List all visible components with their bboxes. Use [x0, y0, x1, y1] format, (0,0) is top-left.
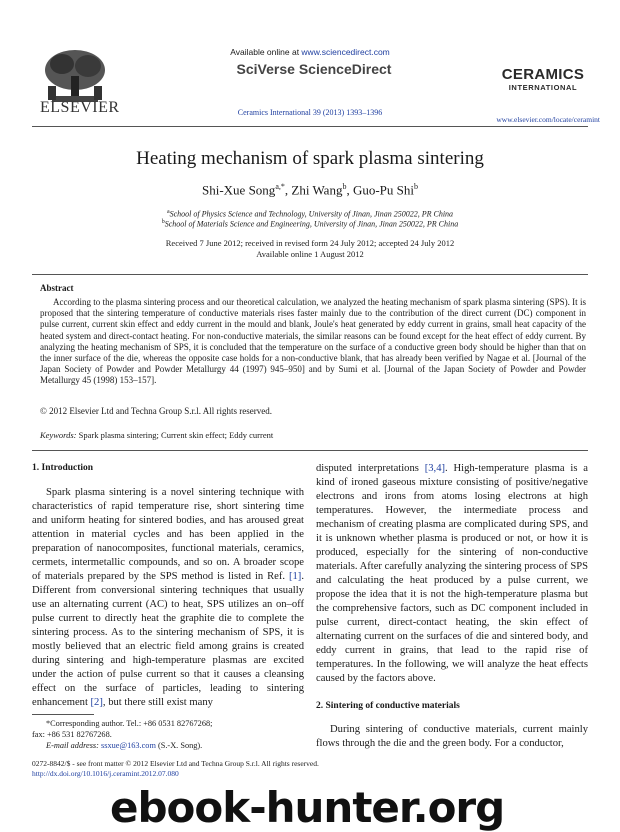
header-rule [32, 126, 588, 127]
available-prefix: Available online at [230, 47, 302, 57]
section-heading-conductive: 2. Sintering of conductive materials [316, 701, 460, 711]
publisher-logo-text: ELSEVIER [40, 99, 120, 116]
journal-reference[interactable]: Ceramics International 39 (2013) 1393–1396 [237, 108, 383, 117]
abstract-rule-top [32, 274, 588, 275]
brand-line2: INTERNATIONAL [508, 83, 578, 92]
abstract-rule-bottom [32, 450, 588, 451]
doi-link[interactable]: http://dx.doi.org/10.1016/j.ceramint.2012.07.080 [32, 769, 179, 778]
footnote-email-line [32, 740, 212, 751]
sciencedirect-link[interactable]: www.sciencedirect.com [301, 47, 390, 57]
footnote-line2: fax: +86 531 82767268. [32, 730, 112, 739]
issn-line: 0272-8842/$ - see front matter © 2012 Elsevier Ltd and Techna Group S.r.l. All rights reserved. [32, 759, 319, 768]
abstract-copyright: © 2012 Elsevier Ltd and Techna Group S.r.l. All rights reserved. [40, 406, 272, 416]
author-sup: b [342, 182, 347, 191]
affiliation-a [32, 209, 588, 219]
abstract-heading: Abstract [40, 283, 74, 293]
footnote [32, 718, 212, 751]
affil-mark: a [166, 209, 170, 215]
citation-link[interactable]: [2] [90, 697, 103, 708]
online-date: Available online 1 August 2012 [256, 249, 364, 259]
affil-mark: b [161, 219, 165, 225]
email-link[interactable]: ssxue@163.com [101, 741, 156, 750]
author-name: Shi-Xue Song [202, 182, 276, 198]
brand-line1: CERAMICS [501, 66, 585, 83]
author-list: Shi-Xue Song$^{a,*}$, Zhi Wang$^b$, Guo-Pu Shi$^b$ [202, 182, 418, 198]
left-column-text [32, 486, 304, 710]
received-dates: Received 7 June 2012; received in revised form 24 July 2012; accepted 24 July 2012 [165, 238, 455, 248]
keywords-text: Spark plasma sintering; Current skin effect; Eddy current [78, 430, 274, 440]
keywords [40, 430, 586, 440]
front-matter [32, 759, 319, 779]
email-label: E-mail address: [46, 741, 99, 750]
right-paragraph-2 [316, 723, 588, 751]
journal-brand [493, 66, 593, 92]
citation-link[interactable]: [3,4] [424, 463, 446, 474]
footnote-rule [32, 714, 94, 715]
section-heading-introduction: 1. Introduction [32, 463, 94, 473]
author-sup: b [414, 182, 418, 191]
journal-url-link[interactable]: www.elsevier.com/locate/ceramint [496, 115, 600, 124]
affil-text: School of Materials Science and Engineering, University of Jinan, Jinan 250022, PR China [164, 219, 459, 229]
sintering-paragraph: During sintering of conductive materials, current mainly flows through the die and the green body. For a conductor, [316, 724, 588, 749]
watermark-text: ebook-hunter.org [110, 783, 505, 832]
footnote-line1: *Corresponding author. Tel.: +86 0531 82767268; [46, 719, 213, 728]
abstract-text: According to the plasma sintering process and our theoretical calculation, we analyzed the heating mechanism of spark plasma sintering (SPS). It is proposed that the sintering temperature of conductive materials rises faster mainly due to the contribution of the direct current (DC) component in pulse current, current skin effect and eddy current in the mould and blank, Joule's heat generated by eddy current in grains, small heat capacity of the heated system and direct-contact heating. For non-conductive materials, the similar reasons can be found except for the heat effect of eddy current. By analyzing the heating mechanism of SPS, it is concluded that the temperature on the surface of a conductive green body should be higher than that on the inner surface of the die, whereas the opposite case holds for a non-conductive blank, that has already been verified by Nagae et al. [Journal of the Japan Society of Powder and Powder Metallurgy 44 (1997) 945–950] and by Sumi et al. [Journal of the Japan Society of Powder and Powder Metallurgy 45 (1998) 153–157]. [40, 297, 586, 386]
elsevier-tree-logo [42, 48, 108, 106]
author-name: Zhi Wang [291, 182, 343, 198]
article-title: Heating mechanism of spark plasma sintering [136, 148, 484, 169]
available-online [210, 47, 410, 57]
keywords-label: Keywords: [40, 430, 77, 440]
author-sup: a,* [275, 182, 285, 191]
right-column-text [316, 462, 588, 686]
citation-link[interactable]: [1] [288, 571, 302, 582]
affiliation-b [32, 219, 588, 229]
right-paragraph-1: disputed interpretations [3,4]. High-temperature plasma is a kind of ironed gaseous mixture consisting of positive/negative electrons and irons from atoms losing electrons at high temperatures. However, the intermediate process and mechanism of creating plasma are complicated during SPS, and it is unknown whether plasma is produced or not, or how it is produced, especially for the sintering of non-conductive materials. After carefully analyzing the sintering process of SPS and calculating the heat produced by a pulse current, we propose the idea that it is not the high-temperature plasma but the comprehensive factors, such as DC component included in pulse current, direct-contact heating, the skin effect of alternating current on the surfaces of die and sintered body, and eddy current in grains, that lead to the rapid rise of temperatures. In the following, we will analyze the heat effects caused by the factors above. [316, 463, 588, 684]
intro-paragraph: Spark plasma sintering is a novel sintering technique with characteristics of rapid temperature rise, short sintering time and uniform heating for sintered bodies, and has aroused great attention in material cycles and has been applied in the preparation of nanocomposites, functional materials, ceramics, cermets, intermetallic compounds, and so on. A broader scope of materials prepared by the SPS method is listed in Ref. [1]. Different from conversional sintering techniques that usually use an alternating current (AC) to heat, SPS utilizes an on–off pulse current to directly heat the graphite die to complete the sintering process. As to the sintering mechanism of SPS, it is mostly believed that an electric field among grains is created during sintering and high-temperature plasmas are excited under the action of pulse current so that it causes a cleansing effect on the surface of particles, leading to sintering enhancement [2], but there still exist many [32, 487, 304, 708]
author-name: Guo-Pu Shi [352, 182, 414, 198]
email-suffix: (S.-X. Song). [155, 741, 203, 750]
platform-name: SciVerse ScienceDirect [236, 61, 392, 77]
affil-text: School of Physics Science and Technology, University of Jinan, Jinan 250022, PR China [169, 209, 454, 219]
